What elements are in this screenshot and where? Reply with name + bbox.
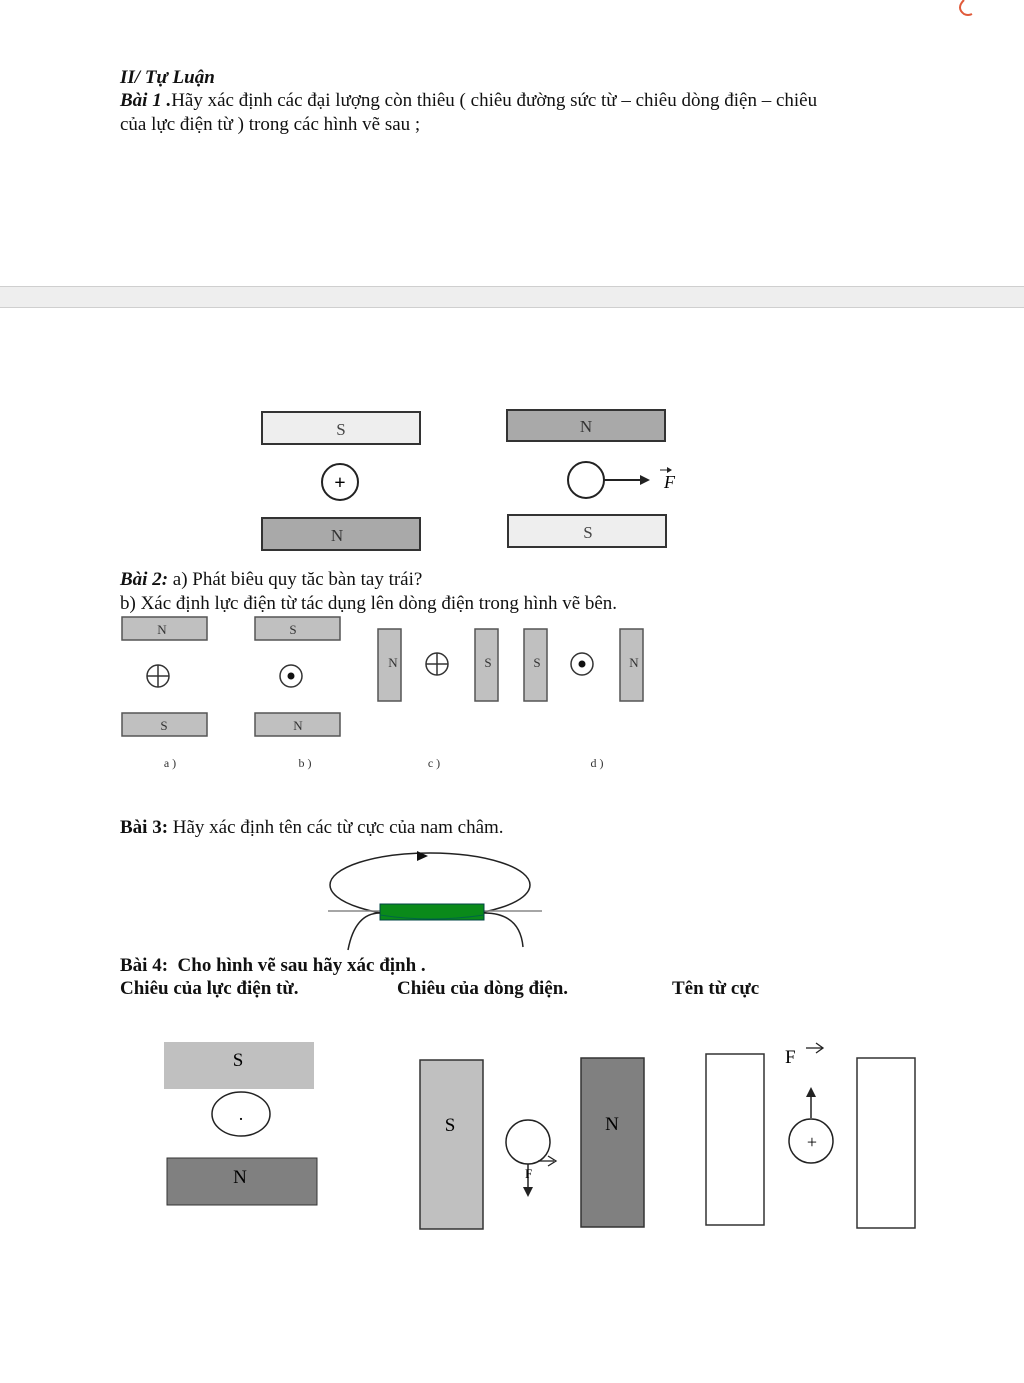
bai2-line-b: b) Xác định lực điện từ tác dụng lên dòng điện trong hình vẽ bên.	[120, 593, 618, 614]
bai1-line1	[120, 89, 817, 113]
pen-mark	[950, 0, 980, 20]
fig-a-top: N	[157, 622, 167, 637]
fig-c-left: N	[388, 655, 398, 670]
fig3-current: +	[806, 1132, 818, 1152]
conductor-icon	[506, 1120, 550, 1164]
bai2-label: Bài 2:	[120, 569, 169, 590]
bai4-label: Bài 4:	[120, 955, 169, 976]
bai1-text1: Hãy xác định các đại lượng còn thiêu ( chiêu đường sức từ – chiêu dòng điện – chiêu	[171, 90, 818, 111]
green-magnet	[380, 904, 484, 920]
bai3-label: Bài 3:	[120, 817, 169, 838]
bai3-text: Hãy xác định tên các từ cực của nam châm.	[172, 817, 504, 838]
bai1-line2: của lực điện từ ) trong các hình vẽ sau ;	[120, 114, 421, 135]
fig1-top: S	[232, 1050, 244, 1071]
force-arrow-icon	[640, 475, 650, 485]
fig-b-bottom: N	[293, 718, 303, 733]
bai1-right-bottom-pole: S	[583, 523, 593, 542]
force-down-icon	[523, 1187, 533, 1197]
bai4-text: Cho hình vẽ sau hãy xác định .	[177, 955, 426, 976]
bai1-left-top-pole: S	[336, 420, 346, 439]
bai2-line-a	[120, 568, 422, 592]
bai2-figures	[115, 612, 675, 782]
section-title: II/ Tự Luận	[120, 67, 215, 88]
bai1-label: Bài 1 .	[120, 90, 172, 111]
fig-c-caption: c )	[427, 756, 441, 770]
force-up-icon	[806, 1087, 816, 1097]
bai3-figure	[320, 845, 550, 955]
fig-a-caption: a )	[163, 756, 177, 770]
bai4-line	[120, 954, 426, 978]
fig-b-top: S	[289, 622, 297, 637]
bai4-col2: Chiêu của dòng điện.	[397, 978, 569, 999]
bai4-figures	[150, 1030, 930, 1240]
fig1-dot: .	[238, 1104, 244, 1124]
fig2-right-magnet	[581, 1058, 644, 1227]
conductor-circle-icon	[568, 462, 604, 498]
fig1-bottom: N	[233, 1167, 247, 1188]
fig-d-caption: d )	[590, 756, 604, 770]
fig-b-caption: b )	[298, 756, 312, 770]
fig-b-top-magnet	[255, 617, 340, 640]
fig-d-left: S	[533, 655, 541, 670]
fig-a-bottom: S	[160, 718, 168, 733]
page-divider	[0, 286, 1024, 308]
bai3-line	[120, 816, 504, 840]
fig2-force: F	[525, 1166, 533, 1181]
bai4-col1: Chiêu của lực điện từ.	[120, 978, 299, 999]
bai1-left-current: +	[334, 472, 346, 494]
fig-c-right: S	[484, 655, 492, 670]
bai1-right-top-pole: N	[579, 417, 593, 436]
fig-d-right: N	[629, 655, 639, 670]
bai1-force-label: F	[664, 472, 675, 492]
fig2-left-magnet	[420, 1060, 483, 1229]
fig3-right-magnet	[857, 1058, 915, 1228]
fig3-left-magnet	[706, 1054, 764, 1225]
bai2-text-a: a) Phát biêu quy tăc bàn tay trái?	[172, 569, 423, 590]
fig2-left: S	[444, 1115, 456, 1136]
bai1-figures	[250, 400, 690, 560]
bai1-left-bottom-pole: N	[330, 526, 344, 545]
bai4-col3: Tên từ cực	[672, 978, 760, 999]
fig3-force: F	[785, 1047, 796, 1068]
fig2-right: N	[605, 1114, 619, 1135]
